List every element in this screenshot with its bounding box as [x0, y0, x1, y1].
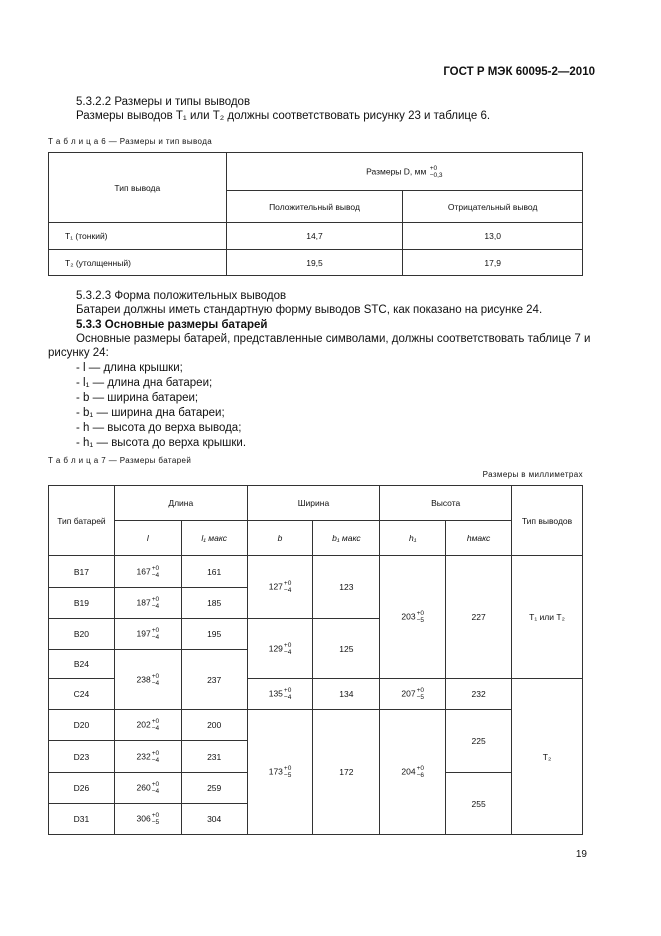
- t7-h: 225: [446, 710, 512, 773]
- t7-h: 227: [446, 556, 512, 679]
- section-5322-heading: 5.3.2.2 Размеры и типы выводов: [76, 96, 251, 108]
- t7-l1: 304: [181, 804, 247, 835]
- t7-sub-h1: h₁: [380, 521, 446, 556]
- t7-l: 187+0 −4: [114, 588, 181, 619]
- t7-sub-b: b: [247, 521, 313, 556]
- list-item: - l₁ — длина дна батареи;: [76, 377, 213, 389]
- table7-caption: Т а б л и ц а 7 — Размеры батарей: [48, 456, 192, 465]
- t7-sub-l: l: [114, 521, 181, 556]
- symbol-list: [76, 360, 246, 450]
- t7-b1: 134: [313, 679, 380, 710]
- t6-header-positive: Положительный вывод: [226, 191, 403, 223]
- section-533-heading: 5.3.3 Основные размеры батарей: [76, 319, 268, 331]
- t7-l1: 195: [181, 619, 247, 650]
- t7-battery: B20: [49, 619, 115, 650]
- t7-battery: D20: [49, 710, 115, 741]
- t7-b1: 172: [313, 710, 380, 835]
- table-6: [48, 152, 583, 276]
- t7-terminal: T₁ или T₂: [512, 556, 583, 679]
- t7-b1: 123: [313, 556, 380, 619]
- section-5323-text: Батареи должны иметь стандартную форму выводов STC, как показано на рисунке 24.: [76, 304, 543, 316]
- table-row: [49, 710, 583, 741]
- t6-header-sizes: Размеры D, мм +0 −0,3: [226, 153, 582, 191]
- t7-l: 202+0 −4: [114, 710, 181, 741]
- t7-header-length: Длина: [114, 486, 247, 521]
- t6-negative: 17,9: [403, 250, 583, 276]
- t7-l1: 200: [181, 710, 247, 741]
- t7-b: 127+0 −4: [247, 556, 313, 619]
- t7-sub-b1: b₁ макс: [313, 521, 380, 556]
- t7-l: 197+0 −4: [114, 619, 181, 650]
- table-7: [48, 485, 583, 835]
- table7-units: Размеры в миллиметрах: [482, 470, 583, 479]
- list-item: - l — длина крышки;: [76, 362, 183, 374]
- t6-negative: 13,0: [403, 223, 583, 250]
- t7-l: 232+0 −4: [114, 741, 181, 773]
- t6-header-negative: Отрицательный вывод: [403, 191, 583, 223]
- t7-b: 173+0 −5: [247, 710, 313, 835]
- t7-sub-l1: l₁ макс: [181, 521, 247, 556]
- section-5322-text: Размеры выводов T₁ или T₂ должны соответствовать рисунку 23 и таблице 6.: [76, 110, 491, 122]
- t7-terminal: T₂: [512, 679, 583, 835]
- t7-l: 306+0 −5: [114, 804, 181, 835]
- t7-h1: 204+0 −6: [380, 710, 446, 835]
- list-item: - h — высота до верха вывода;: [76, 422, 242, 434]
- t7-l1: 161: [181, 556, 247, 588]
- list-item: - b — ширина батареи;: [76, 392, 199, 404]
- t7-header-height: Высота: [380, 486, 512, 521]
- t7-l1: 185: [181, 588, 247, 619]
- section-5323-heading: 5.3.2.3 Форма положительных выводов: [76, 290, 287, 302]
- t7-b: 129+0 −4: [247, 619, 313, 679]
- t6-header-type: Тип вывода: [49, 153, 227, 223]
- t7-h1: 203+0 −5: [380, 556, 446, 679]
- t7-h1: 207+0 −5: [380, 679, 446, 710]
- t6-positive: 14,7: [226, 223, 403, 250]
- t7-battery: D31: [49, 804, 115, 835]
- t7-header-terminal: Тип выводов: [512, 486, 583, 556]
- t7-l1: 259: [181, 773, 247, 804]
- t7-sub-h: hмакс: [446, 521, 512, 556]
- t7-l: 260+0 −4: [114, 773, 181, 804]
- t7-battery: D23: [49, 741, 115, 773]
- t7-b1: 125: [313, 619, 380, 679]
- page-number: 19: [575, 849, 587, 860]
- t7-header-type: Тип батарей: [49, 486, 115, 556]
- t7-battery: D26: [49, 773, 115, 804]
- table-row: [49, 556, 583, 588]
- table-row: [49, 223, 583, 250]
- list-item: - b₁ — ширина дна батареи;: [76, 407, 225, 419]
- t7-b: 135+0 −4: [247, 679, 313, 710]
- section-533-text-cont: рисунку 24:: [48, 347, 109, 359]
- t6-type: T₁ (тонкий): [49, 223, 227, 250]
- t7-h: 255: [446, 773, 512, 835]
- t7-l: 238+0 −4: [114, 650, 181, 710]
- t7-h: 232: [446, 679, 512, 710]
- t7-battery: B19: [49, 588, 115, 619]
- t7-battery: C24: [49, 679, 115, 710]
- t7-battery: B17: [49, 556, 115, 588]
- t6-type: T₂ (утолщенный): [49, 250, 227, 276]
- section-533-text: Основные размеры батарей, представленные символами, должны соответствовать таблице 7 и: [76, 333, 591, 345]
- table-row: [49, 250, 583, 276]
- t7-l1: 237: [181, 650, 247, 710]
- table6-caption: Т а б л и ц а 6 — Размеры и тип вывода: [48, 137, 213, 146]
- list-item: - h₁ — высота до верха крышки.: [76, 437, 247, 449]
- t7-battery: B24: [49, 650, 115, 679]
- t6-positive: 19,5: [226, 250, 403, 276]
- t7-l1: 231: [181, 741, 247, 773]
- t7-l: 167+0 −4: [114, 556, 181, 588]
- t7-header-width: Ширина: [247, 486, 380, 521]
- document-header: ГОСТ Р МЭК 60095-2—2010: [443, 66, 595, 78]
